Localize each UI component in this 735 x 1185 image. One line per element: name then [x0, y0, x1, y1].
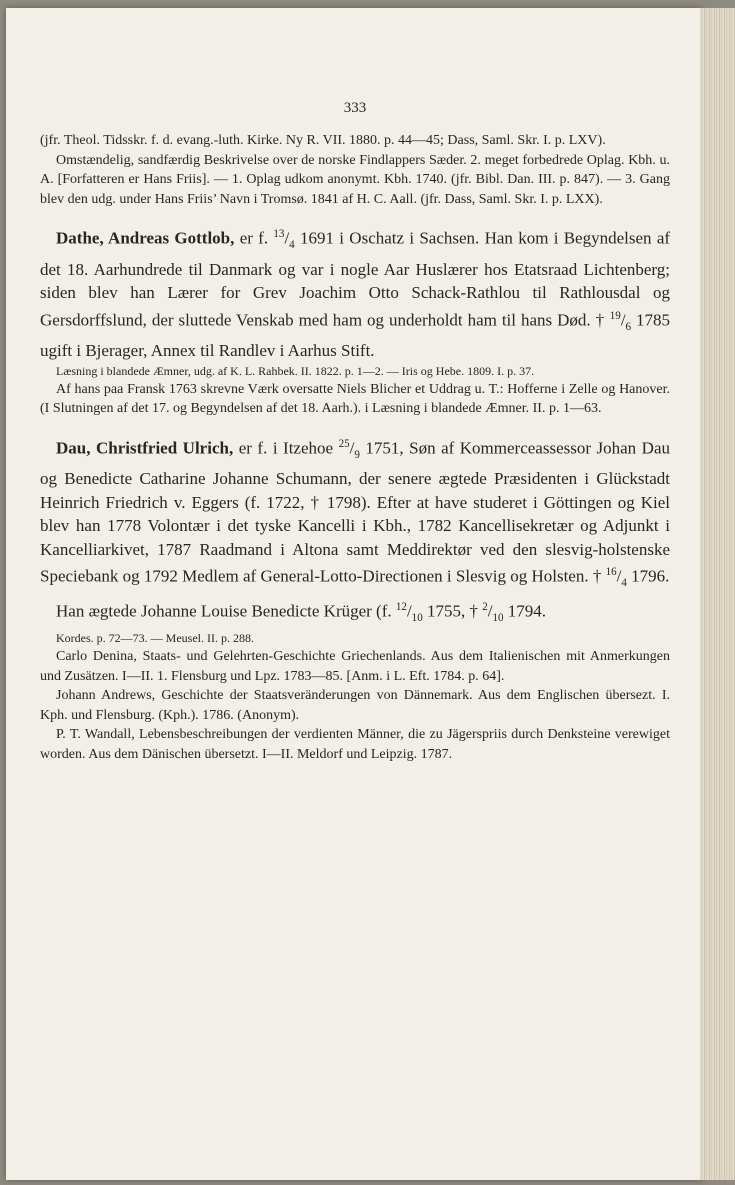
entry-body: Dathe, Andreas Gottlob, er f. $^{13}/_4$ 1691 i Oschatz i Sachsen. Han kom i Begyndelsen af det 18. Aarhundrede til Danmark og var i nogle Aar Huslærer hos Etatsraad Lichtenberg; siden blev han Lærer for Grev Joachim Otto Schack-Rathlou til Rathlousdal og Gersdorffslund, der sluttede Venskab med ham og underholdt ham til hans Død. † $^{19}/_6$ 1785 ugift i Bjerager, Annex til Randlev i Aarhus Stift.: [40, 228, 671, 361]
bibliography-line: Omstændelig, sandfærdig Beskrivelse over de norske Findlappers Sæder. 2. meget forbedrede Oplag. Kbh. u. A. [Forfatteren er Hans Friis]. — 1. Oplag udkom anonymt. Kbh. 1740. (jfr. Bibl. Dan. III. p. 847). — 3. Gang blev den udg. under Hans Friis’ Navn i Tromsø. 1841 af H. C. Aall. (jfr. Dass, Saml. Skr. I. p. LXX).: [40, 152, 670, 207]
bibliography-line: (jfr. Theol. Tidsskr. f. d. evang.-luth. Kirke. Ny R. VII. 1880. p. 44—45; Dass, Saml. Skr. I. p. LXV).: [40, 133, 606, 148]
entry-dathe: [40, 223, 670, 419]
book-page-edges: [700, 8, 735, 1180]
entry-work: P. T. Wandall, Lebensbeschreibungen der verdienten Männer, die zu Jägerspriis durch Denksteine verewiget worden. Aus dem Dänischen übersetzt. I—II. Meldorf und Leipzig. 1787.: [40, 727, 670, 762]
page-text: [40, 100, 670, 764]
previous-entry-continuation: [40, 131, 670, 209]
entry-work: Johann Andrews, Geschichte der Staatsveränderungen von Dännemark. Aus dem Englischen übersezt. I. Kph. und Flensburg. (Kph.). 1786. (Anonym).: [40, 688, 670, 723]
entry-marriage: Han ægtede Johanne Louise Benedicte Krüger (f. $^{12}/_{10}$ 1755, † $^2/_{10}$ 1794.: [56, 600, 547, 624]
book-page: [6, 8, 702, 1180]
entry-work: Af hans paa Fransk 1763 skrevne Værk oversatte Niels Blicher et Uddrag u. T.: Hofferne i Zelle og Hanover. (I Slutningen af det 17. og Begyndelsen af det 18. Aarh.). i Læsning i blandede Æmner. II. p. 1—63.: [40, 381, 670, 417]
entry-sources: Kordes. p. 72—73. — Meusel. II. p. 288.: [56, 631, 254, 646]
entry-work: Carlo Denina, Staats- und Gelehrten-Geschichte Griechenlands. Aus dem Italienischen mit Anmerkungen und Zusätzen. I—II. 1. Flensburg und Lpz. 1783—85. [Anm. i L. Eft. 1784. p. 64].: [40, 649, 670, 684]
entry-headword: Dau, Christfried Ulrich,: [56, 438, 234, 458]
entry-sources: Læsning i blandede Æmner, udg. af K. L. Rahbek. II. 1822. p. 1—2. — Iris og Hebe. 1809. I. p. 37.: [56, 363, 535, 378]
entry-dau: [40, 433, 670, 765]
entry-headword: Dathe, Andreas Gottlob,: [56, 228, 235, 248]
entry-body: Dau, Christfried Ulrich, er f. i Itzehoe $^{25}/_9$ 1751, Søn af Kommerceassessor Johan Dau og Benedicte Catharine Johanne Schumann, der senere ægtede Præsidenten i Glückstadt Heinrich Friedrich v. Eggers (f. 1722, † 1798). Efter at have studeret i Göttingen og Kiel blev han 1778 Volontær i det tyske Kancelli i Kbh., 1782 Kancellisekretær og Adjunkt i Kancelliarkivet, 1787 Raadmand i Altona samt Meddirektør ved den slesvig-holstenske Speciebank og 1792 Medlem af General-Lotto-Directionen i Slesvig og Holsten. † $^{16}/_4$ 1796.: [40, 437, 670, 590]
page-number: 333: [343, 100, 367, 116]
